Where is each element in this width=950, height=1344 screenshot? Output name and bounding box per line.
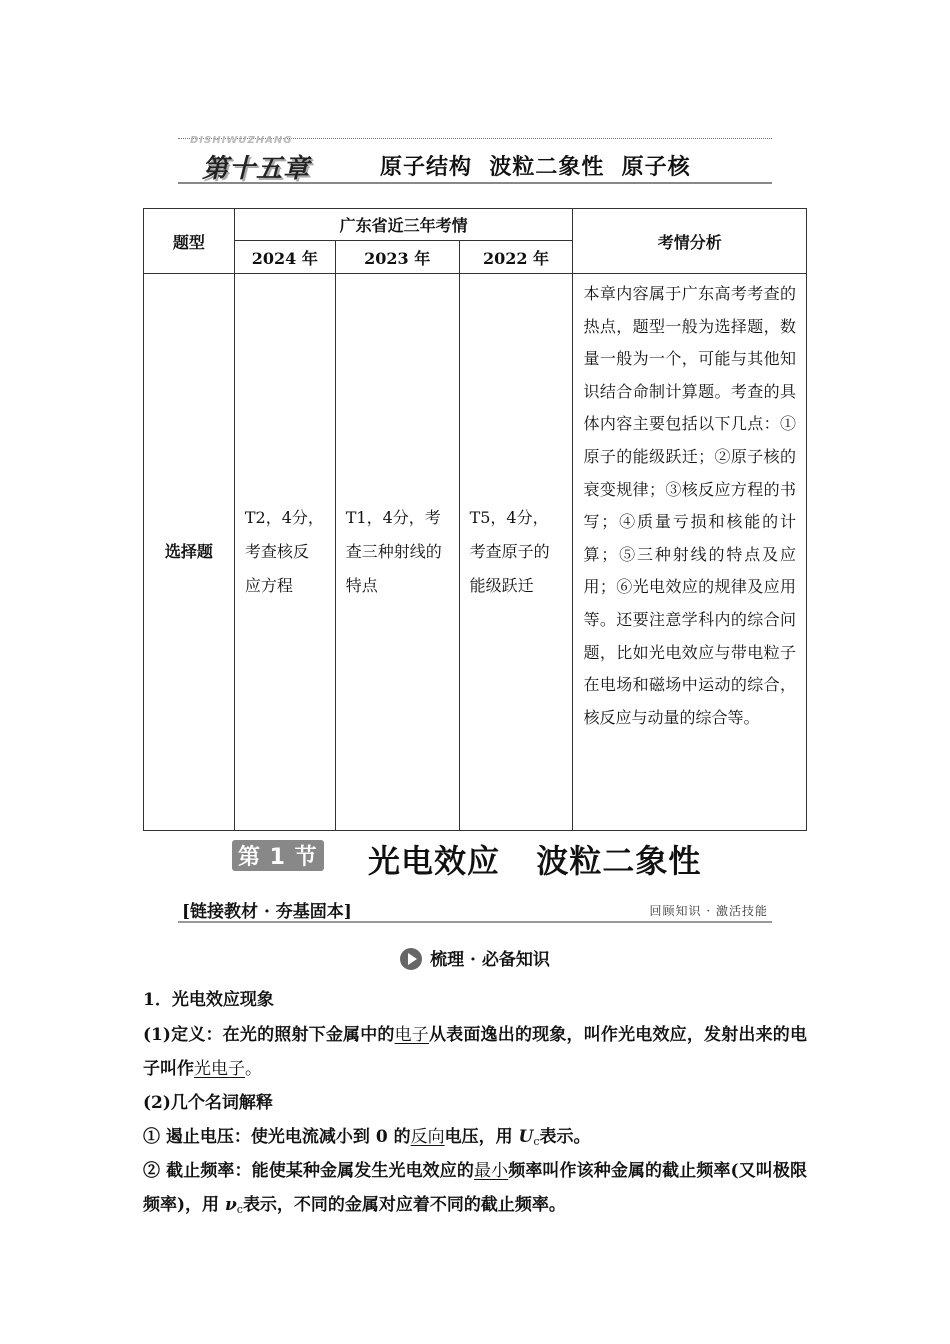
header-recent-years: 广东省近三年考情 xyxy=(234,209,573,241)
term2-blank: 最小 xyxy=(474,1161,509,1181)
chapter-underline xyxy=(178,182,772,184)
chapter-pinyin: DISHIWUZHANG xyxy=(190,135,293,146)
def-blank-2: 光电子 xyxy=(194,1059,245,1079)
cell-2024: T2，4分，考查核反应方程 xyxy=(234,274,335,831)
chapter-header xyxy=(178,134,772,188)
header-2024: 2024 年 xyxy=(234,241,335,274)
def-blank-1: 电子 xyxy=(394,1025,429,1045)
cell-2022: T5，4分，考查原子的能级跃迁 xyxy=(459,274,573,831)
heading-terms: (2)几个名词解释 xyxy=(143,1093,273,1113)
row-type: 选择题 xyxy=(144,274,235,831)
term2-subscript: c xyxy=(236,1203,243,1216)
section-header xyxy=(232,836,732,880)
header-analysis: 考情分析 xyxy=(573,209,807,274)
header-2023: 2023 年 xyxy=(335,241,459,274)
term1-subscript: c xyxy=(533,1135,540,1148)
link-bar xyxy=(178,895,772,923)
exam-analysis-table xyxy=(143,208,807,831)
header-2022: 2022 年 xyxy=(459,241,573,274)
section-badge: 第 1 节 xyxy=(232,840,324,871)
chapter-badge: 第十五章 xyxy=(202,154,311,184)
chapter-title: 原子结构 波粒二象性 原子核 xyxy=(380,154,691,180)
term2-text-a: ② 截止频率：能使某种金属发生光电效应的 xyxy=(143,1161,474,1181)
term2-text-c: 表示，不同的金属对应着不同的截止频率。 xyxy=(242,1195,566,1215)
play-icon xyxy=(400,948,422,970)
term-cutoff-frequency xyxy=(143,1154,807,1227)
term2-symbol: ν xyxy=(224,1195,237,1215)
cell-2023: T1，4分，考查三种射线的特点 xyxy=(335,274,459,831)
link-bar-right: 回顾知识 · 激活技能 xyxy=(649,904,768,918)
section-title: 光电效应 波粒二象性 xyxy=(368,842,702,880)
term1-text-a: ① 遏止电压：使光电流减小到 0 的 xyxy=(143,1127,411,1147)
def-text-a: (1)定义：在光的照射下金属中的 xyxy=(143,1025,395,1045)
def-text-c: 。 xyxy=(245,1059,262,1079)
header-type: 题型 xyxy=(144,209,235,274)
term1-text-c: 表示。 xyxy=(539,1127,591,1147)
def-text-b: 从表面逸出的现象，叫作光电效应，发射出来的电子叫作 xyxy=(143,1025,808,1079)
sort-title-text: 梳理 · 必备知识 xyxy=(430,950,550,970)
sort-title xyxy=(0,945,950,970)
term1-symbol: U xyxy=(518,1127,534,1147)
cell-analysis: 本章内容属于广东高考考查的热点，题型一般为选择题，数量一般为一个，可能与其他知识结合命制计算题。考查的具体内容主要包括以下几点：①原子的能级跃迁；②原子核的衰变规律；③核反应方程的书写；④质量亏损和核能的计算；⑤三种射线的特点及应用；⑥光电效应的规律及应用等。还要注意学科内的综合问题，比如光电效应与带电粒子在电场和磁场中运动的综合，核反应与动量的综合等。 xyxy=(573,274,807,831)
term2-text-b: 频率叫作该种金属的截止频率(又叫极限频率)，用 xyxy=(143,1161,808,1215)
definition-paragraph xyxy=(143,1018,807,1086)
term1-text-b: 电压，用 xyxy=(444,1127,519,1147)
term1-blank: 反向 xyxy=(410,1127,445,1147)
heading-photoelectric: 1．光电效应现象 xyxy=(143,990,274,1010)
link-bar-left: [链接教材 · 夯基固本] xyxy=(182,902,352,922)
